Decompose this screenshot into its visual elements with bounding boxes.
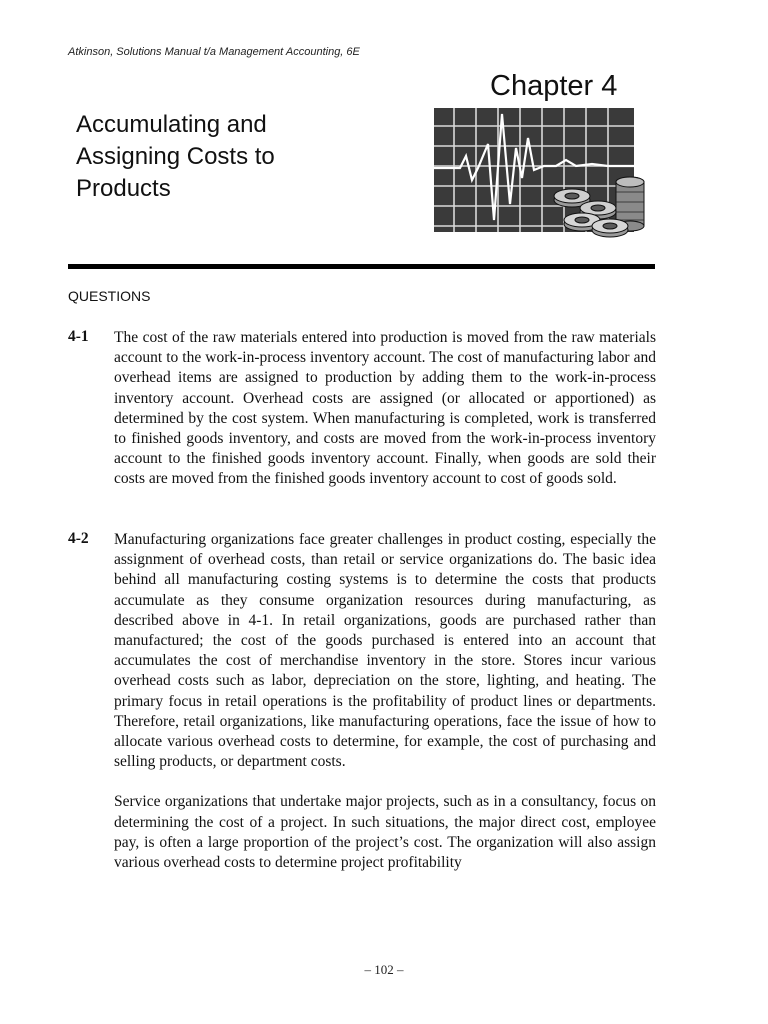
chart-with-coins-icon — [432, 108, 654, 240]
question-answer — [114, 328, 656, 490]
answer-paragraph: The cost of the raw materials entered into production is moved from the raw materials account to the work-in-process inventory account. The cost of manufacturing labor and overhead items are assigned to production by adding them to the work-in-process inventory account. Overhead costs are assigned (or allocated or apportioned) as determined by the cost system. When manufacturing is completed, work is transferred to finished goods inventory, and costs are moved from the work-in-process inventory account to the finished goods inventory account. Finally, when goods are sold their costs are moved from the finished goods inventory account to cost of goods sold. — [114, 329, 656, 488]
section-heading: QUESTIONS — [68, 288, 151, 304]
section-divider — [68, 264, 655, 269]
answer-paragraph: Service organizations that undertake major projects, such as in a consultancy, focus on determining the cost of a project. In such situations, the major direct cost, employee pay, is often a large proportion of the project’s cost. The organization will also assign various overhead costs to determine project profitability — [114, 793, 656, 872]
question-number: 4-1 — [68, 328, 89, 345]
answer-paragraph: Manufacturing organizations face greater challenges in product costing, especially the assignment of overhead costs, than retail or service organizations do. The basic idea behind all manufacturing costing systems is to determine the costs that products accumulate as they consume organization resources during manufacturing, as described above in 4-1. In retail organizations, goods are purchased rather than manufactured; the cost of the goods purchased is entered into an account that accumulates the cost of merchandise inventory in the store. Stores incur various overhead costs such as labor, depreciation on the store, lighting, and heating. The primary focus in retail operations is the profitability of product lines or departments. Therefore, retail organizations, like manufacturing operations, face the issue of how to allocate various overhead costs to determine, for example, the cost of purchasing and selling products, or department costs. — [114, 531, 656, 771]
question-4-1 — [68, 328, 656, 490]
running-header: Atkinson, Solutions Manual t/a Management Accounting, 6E — [68, 46, 360, 58]
chapter-title: Accumulating and Assigning Costs to Products — [76, 111, 275, 202]
page-number: – 102 – — [364, 962, 404, 977]
question-4-2 — [68, 530, 656, 873]
chapter-label: Chapter 4 — [490, 70, 618, 102]
question-number: 4-2 — [68, 530, 89, 547]
question-answer — [114, 530, 656, 873]
